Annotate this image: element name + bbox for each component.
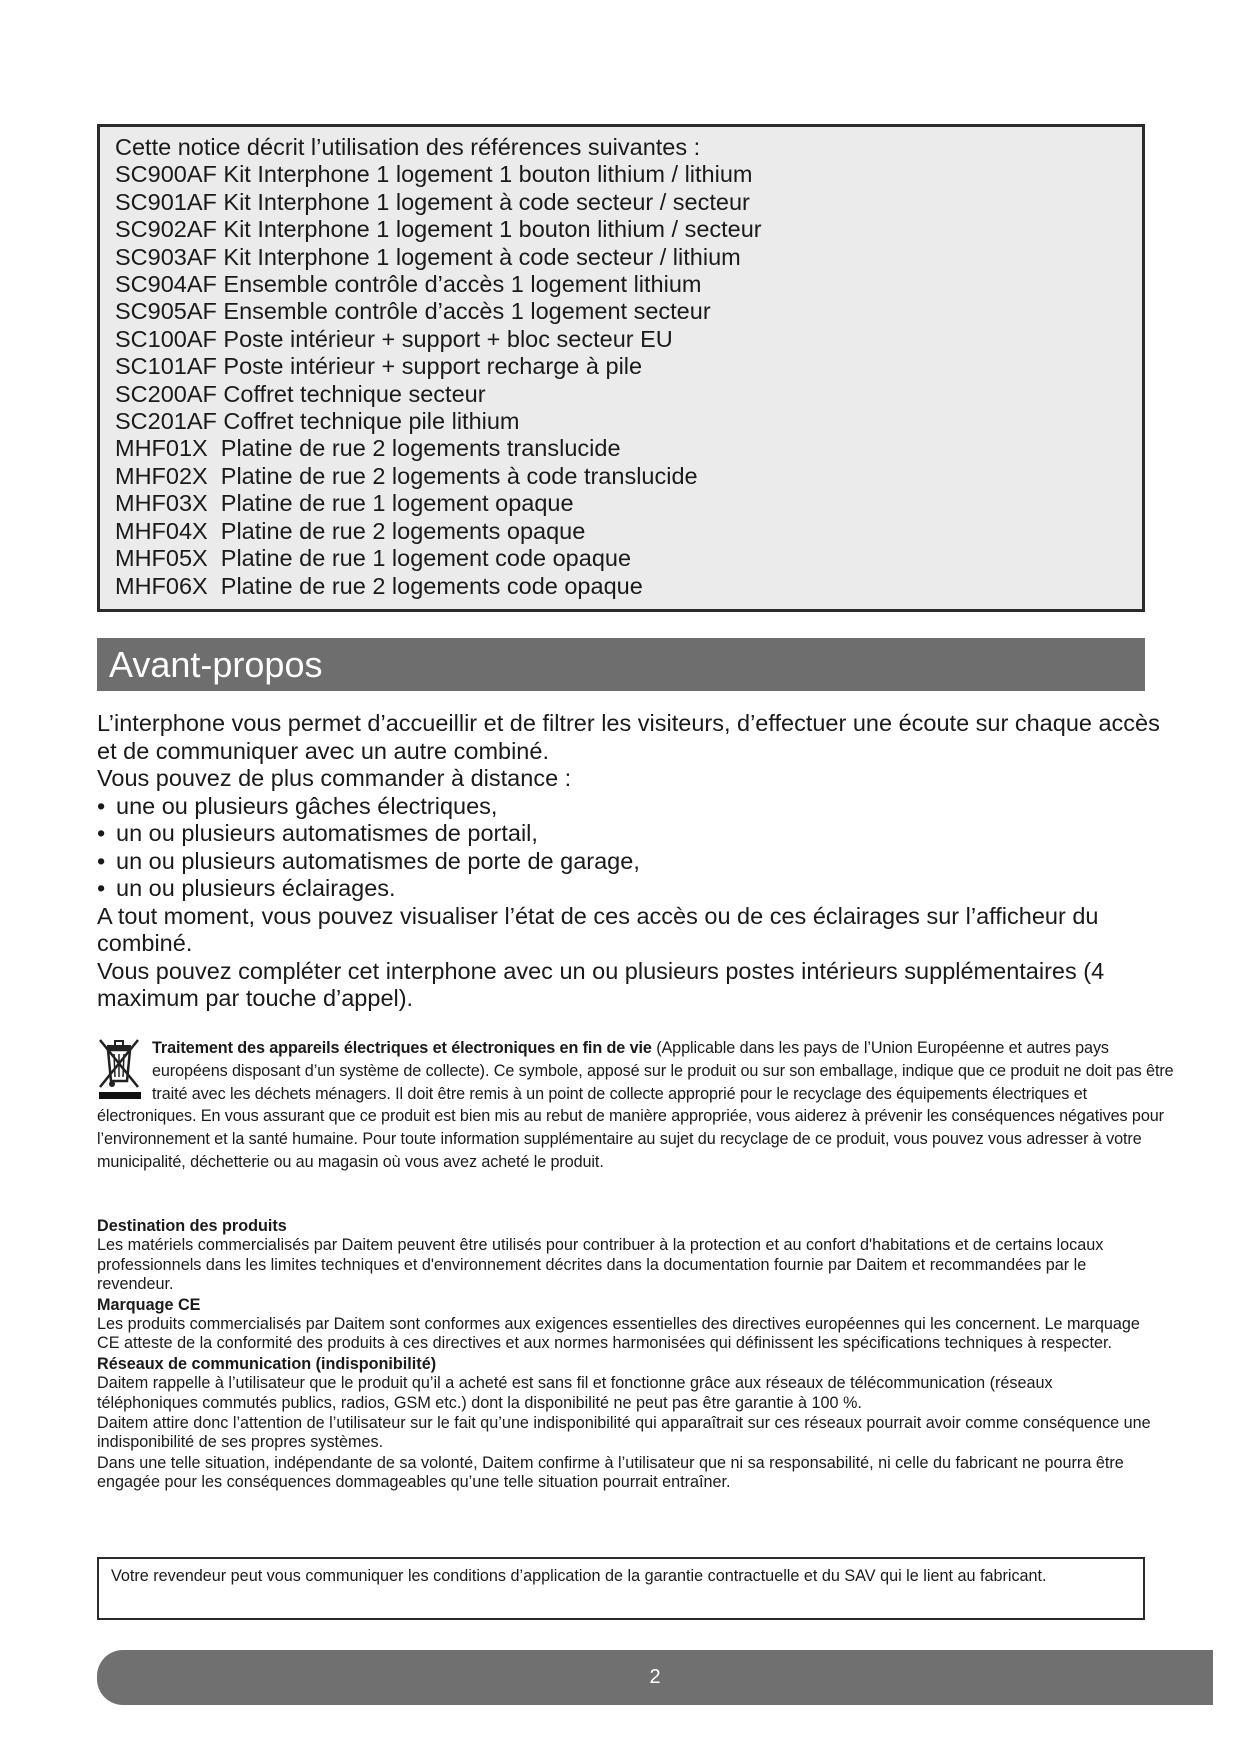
- references-box: [97, 124, 1145, 612]
- ce-marking-text: Les produits commercialisés par Daitem sont conformes aux exigences essentielles des directives européennes qui les concernent. Le marquage CE atteste de la conformité des produits à ces directives et aux normes harmonisées qui définissent les spécifications techniques à respecter.: [97, 1315, 1140, 1353]
- references-list: [115, 161, 1142, 600]
- foreword: [97, 710, 1177, 1013]
- reference-item: SC902AF Kit Interphone 1 logement 1 bouton lithium / secteur: [115, 216, 762, 243]
- reference-item: SC101AF Poste intérieur + support recharge à pile: [115, 353, 643, 380]
- reference-item: SC201AF Coffret technique pile lithium: [115, 408, 520, 435]
- foreword-paragraph-1: L’interphone vous permet d’accueillir et de filtrer les visiteurs, d’effectuer une écoute sur chaque accès et de communiquer avec un autre combiné.: [97, 710, 1160, 764]
- destination-heading: Destination des produits: [97, 1217, 287, 1235]
- reference-item: SC100AF Poste intérieur + support + bloc secteur EU: [115, 325, 673, 352]
- list-item: • un ou plusieurs éclairages.: [97, 875, 396, 901]
- reference-item: SC903AF Kit Interphone 1 logement à code secteur / lithium: [115, 243, 741, 270]
- reference-item: SC905AF Ensemble contrôle d’accès 1 logement secteur: [115, 298, 711, 325]
- foreword-bullet-list: [97, 793, 1177, 903]
- reference-item: SC904AF Ensemble contrôle d’accès 1 logement lithium: [115, 271, 702, 298]
- list-item: • une ou plusieurs gâches électriques,: [97, 792, 498, 819]
- networks-paragraph-1: Daitem rappelle à l’utilisateur que le produit qu’il a acheté est sans fil et fonctionne grâce aux réseaux de télécommunication (réseaux téléphoniques commutés publics, radios, GSM etc.) dont la disponibilité ne peut pas être garantie à 100 %.: [97, 1374, 1053, 1412]
- weee-title: Traitement des appareils électriques et électroniques en fin de vie: [152, 1039, 652, 1057]
- list-item: • un ou plusieurs automatismes de portail,: [97, 820, 538, 846]
- foreword-paragraph-3: A tout moment, vous pouvez visualiser l’état de ces accès ou de ces éclairages sur l’afficheur du combiné.: [97, 902, 1099, 956]
- reference-item: SC901AF Kit Interphone 1 logement à code secteur / secteur: [115, 188, 750, 215]
- foreword-paragraph-4: Vous pouvez compléter cet interphone avec un ou plusieurs postes intérieurs supplémentaires (4 maximum par touche d’appel).: [97, 957, 1105, 1011]
- reference-item: MHF03X Platine de rue 1 logement opaque: [115, 490, 574, 517]
- reference-item: MHF06X Platine de rue 2 logements code opaque: [115, 572, 643, 599]
- reference-item: SC900AF Kit Interphone 1 logement 1 bouton lithium / lithium: [115, 161, 753, 188]
- page-footer: [97, 1650, 1213, 1705]
- warranty-text: Votre revendeur peut vous communiquer les conditions d’application de la garantie contractuelle et du SAV qui le lient au fabricant.: [111, 1567, 1047, 1585]
- warranty-box: [97, 1557, 1145, 1620]
- page-number: 2: [649, 1666, 661, 1688]
- crossed-out-bin-icon: [97, 1037, 143, 1101]
- reference-item: MHF01X Platine de rue 2 logements translucide: [115, 435, 621, 462]
- legal-info: [97, 1217, 1157, 1494]
- reference-item: MHF04X Platine de rue 2 logements opaque: [115, 517, 586, 544]
- section-title: Avant-propos: [109, 644, 323, 685]
- foreword-paragraph-2: Vous pouvez de plus commander à distance :: [97, 765, 572, 791]
- references-intro: Cette notice décrit l’utilisation des références suivantes :: [115, 134, 701, 160]
- list-item: • un ou plusieurs automatismes de porte de garage,: [97, 847, 640, 874]
- weee-notice: [97, 1037, 1182, 1174]
- networks-paragraph-3: Dans une telle situation, indépendante de sa volonté, Daitem confirme à l’utilisateur que ni sa responsabilité, ni celle du fabricant ne pourra être engagée pour les conséquences dommageables qu’une telle situation pourrait entraîner.: [97, 1453, 1124, 1492]
- reference-item: SC200AF Coffret technique secteur: [115, 380, 486, 407]
- networks-paragraph-2: Daitem attire donc l’attention de l’utilisateur sur le fait qu’une indisponibilité qui apparaîtrait sur ces réseaux pourrait avoir comme conséquence une indisponibilité de ses propres systèmes.: [97, 1414, 1151, 1452]
- section-banner: [97, 638, 1145, 691]
- reference-item: MHF02X Platine de rue 2 logements à code translucide: [115, 462, 698, 489]
- ce-marking-heading: Marquage CE: [97, 1295, 201, 1314]
- networks-heading: Réseaux de communication (indisponibilité): [97, 1354, 437, 1373]
- reference-item: MHF05X Platine de rue 1 logement code opaque: [115, 545, 632, 572]
- destination-text: Les matériels commercialisés par Daitem peuvent être utilisés pour contribuer à la protection et au confort d'habitations et de certains locaux professionnels dans les limites techniques et d'environnement décrites dans la documentation fournie par Daitem et recommandées par le revendeur.: [97, 1236, 1104, 1294]
- weee-text: (Applicable dans les pays de l’Union Européenne et autres pays européens disposant d’un système de collecte). Ce symbole, apposé sur le produit ou sur son emballage, indique que ce produit ne doit pas être traité avec les déchets ménagers. Il doit être remis à un point de collecte approprié pour le recyclage des équipements électriques et électroniques. En vous assurant que ce produit est bien mis au rebut de manière appropriée, vous aiderez à prévenir les conséquences négatives pour l’environnement et la santé humaine. Pour toute information supplémentaire au sujet du recyclage de ce produit, vous pouvez vous adresser à votre municipalité, déchetterie ou au magasin où vous avez acheté le produit.: [97, 1039, 1174, 1171]
